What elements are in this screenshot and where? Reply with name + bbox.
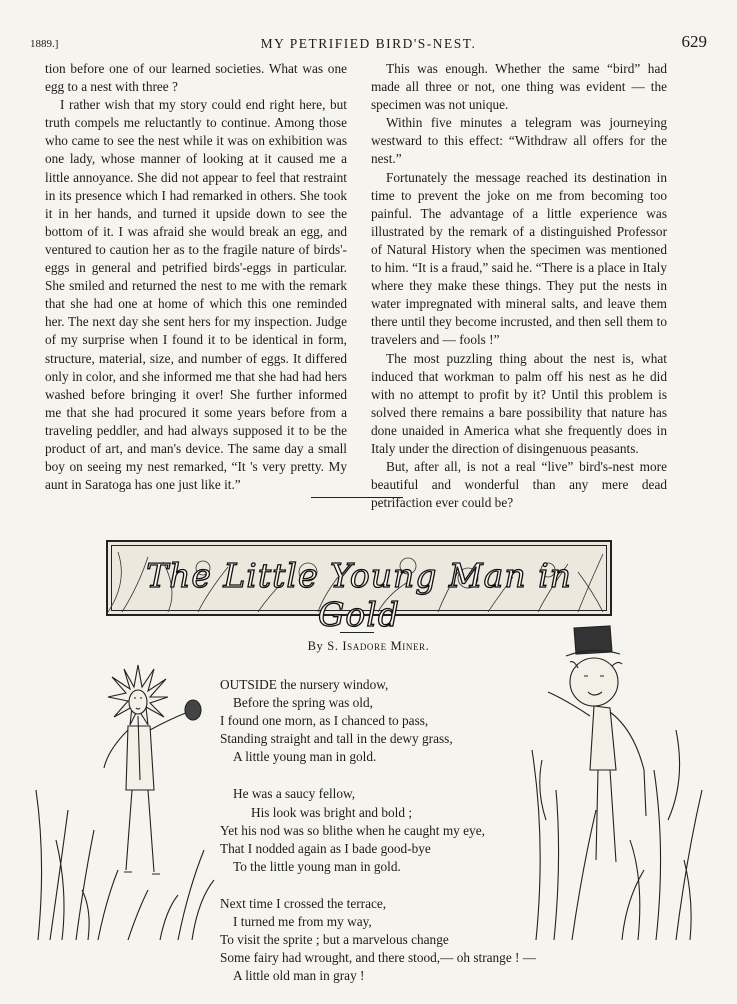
byline-prefix: By xyxy=(307,639,324,653)
poem-stanza xyxy=(215,895,545,985)
paragraph: Within five minutes a telegram was journeying westward to this effect: “Withdraw all offers for the nest.” xyxy=(371,115,667,167)
poem-line: To the little young man in gold. xyxy=(233,858,401,874)
poem-line: Before the spring was old, xyxy=(233,695,373,711)
poem-title-banner xyxy=(106,540,612,634)
poem-stanza xyxy=(215,785,545,875)
poem-line: Yet his nod was so blithe when he caught my eye, xyxy=(220,822,485,838)
paragraph: The most puzzling thing about the nest is, what induced that workman to palm off his nest as he did with no attempt to profit by it? Until this problem is solved there remains a bare possibility that nature has done unaided in America what she frequently does in Italy under the direction of disingenuous peasants. xyxy=(371,350,667,456)
page-number: 629 xyxy=(681,32,707,51)
header-year: 1889.] xyxy=(30,38,59,50)
paragraph: Fortunately the message reached its destination in time to prevent the joke on me from becoming too painful. The advantage of a little experience was illustrated by the remark of a distinguished Professor of Natural History when the specimen was mentioned to him. “It is a fraud,” said he. “There is a place in Italy where they make these things. They put the nests in water impregnated with mineral salts, and leave them there until they become incrusted, and then sell them to travelers and — fools !” xyxy=(371,169,667,348)
header-title: MY PETRIFIED BIRD'S-NEST. xyxy=(260,36,477,51)
poem-line: I turned me from my way, xyxy=(233,914,372,930)
author-name: S. Isadore Miner. xyxy=(327,639,430,653)
paragraph: tion before one of our learned societies. What was one egg to a nest with three ? xyxy=(45,61,347,95)
poem-line: That I nodded again as I bade good-bye xyxy=(220,840,431,856)
paragraph: But, after all, is not a real “live” bird's-nest more beautiful and wonderful than any mere dead petrifaction ever could be? xyxy=(371,459,667,511)
running-header xyxy=(30,32,707,54)
poem-line: I found one morn, as I chanced to pass, xyxy=(220,713,429,729)
right-column xyxy=(371,60,667,512)
left-column xyxy=(45,60,347,494)
poem-line: Next time I crossed the terrace, xyxy=(220,895,387,911)
poem-line: He was a saucy fellow, xyxy=(233,786,356,802)
paragraph: I rather wish that my story could end right here, but truth compels me reluctantly to continue. Among those who came to see the nest while it was on exhibition was one lady, whose manner of looking at it caused me a little annoyance. She did not appear to feel that restraint in its presence which I had remarked in others. She took it in her hands, and turned it upside down to see the bottom of it. I was afraid she would break an egg, and ventured to caution her as to the fragile nature of birds'-eggs in general and petrified birds'-eggs in particular. She smiled and returned the nest to me with the remark that she had one at home of which this one reminded her. The next day she sent hers for my inspection. Judge of my surprise when I found it to be identical in form, structure, material, size, and number of eggs. It differed only in color, and she informed me that she had had hers washed before bringing it over! She further informed me that she had procured it some years before from a traveling peddler, and had always supposed it to be the product of art, and man's device. The same day a small boy on seeing my nest remarked, “It 's very pretty. My aunt in Saratoga has one just like it.” xyxy=(45,97,347,493)
poem-line: A little young man in gold. xyxy=(233,749,377,765)
poem-body xyxy=(215,676,545,1004)
poem-line: His look was bright and bold ; xyxy=(251,804,413,820)
poem-line: A little old man in gray ! xyxy=(233,968,365,984)
poem-line: OUTSIDE the nursery window, xyxy=(220,677,389,692)
poem-stanza xyxy=(215,676,545,766)
poem-line: To visit the sprite ; but a marvelous change xyxy=(220,932,449,948)
poem-line: Standing straight and tall in the dewy grass, xyxy=(220,731,453,747)
section-divider xyxy=(311,497,403,498)
poem-line: Some fairy had wrought, and there stood,— oh strange ! — xyxy=(220,950,537,966)
poem-title: The Little Young Man in Gold xyxy=(146,556,572,634)
old-man-illustration xyxy=(526,620,706,940)
dandelion-sprite-illustration xyxy=(28,640,218,940)
title-rule xyxy=(340,632,374,633)
paragraph: This was enough. Whether the same “bird” had made all three or not, one thing was evident — the specimen was not unique. xyxy=(371,61,667,113)
